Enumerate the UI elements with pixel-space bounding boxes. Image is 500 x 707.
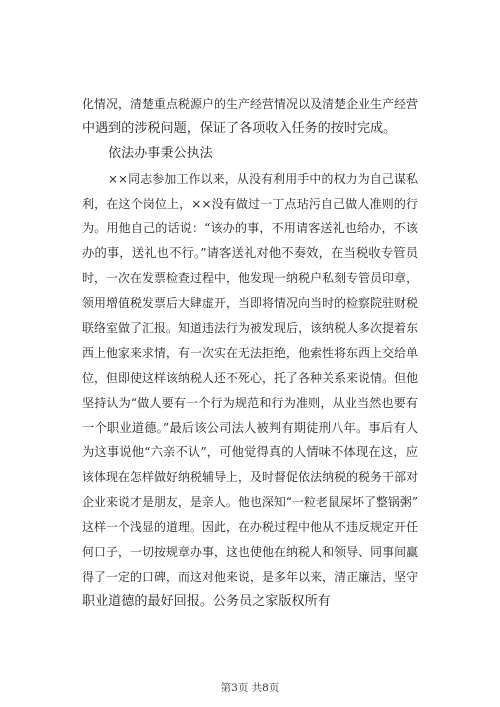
text-line: 领用增值税发票后大肆虚开，当即将情况向当时的检察院驻财税 bbox=[82, 296, 418, 311]
body-text bbox=[82, 92, 418, 615]
section-heading: 依法办事秉公执法 bbox=[108, 145, 213, 161]
text-line: 为。用他自己的话说：“该办的事，不用请客送礼也给办，不该 bbox=[82, 221, 418, 236]
text-line: 中遇到的涉税问题，保证了各项收入任务的按时完成。 bbox=[82, 120, 397, 136]
text-line: 利，在这个岗位上，××没有做过一丁点玷污自己做人准则的行 bbox=[82, 196, 418, 211]
text-line: 时，一次在发票检查过程中，他发现一纳税户私刻专管员印章， bbox=[82, 271, 418, 286]
text-line: 企业来说才是朋友，是亲人。他也深知“一粒老鼠屎坏了整锅粥” bbox=[82, 495, 418, 510]
text-line: 联络室做了汇报。知道违法行为被发现后，该纳税人多次提着东 bbox=[82, 321, 418, 336]
text-line: 位，但即使这样该纳税人还不死心，托了各种关系来说情。但他 bbox=[82, 370, 418, 385]
text-line: 坚持认为“做人要有一个行为规范和行为准则，从业当然也要有 bbox=[82, 395, 418, 410]
text-line: 西上他家来求情，有一次实在无法拒绝，他索性将东西上交给单 bbox=[82, 345, 418, 360]
text-line: 这样一个浅显的道理。因此，在办税过程中他从不违反规定开任 bbox=[82, 520, 418, 535]
text-line: 化情况，清楚重点税源户的生产经营情况以及清楚企业生产经营 bbox=[82, 97, 418, 111]
text-line: 为这事说他“六亲不认”，可他觉得真的人情味不体现在这，应 bbox=[82, 445, 418, 460]
text-line: ××同志参加工作以来，从没有利用手中的权力为自己谋私 bbox=[108, 171, 418, 186]
text-line: 得了一定的口碑，而这对他来说，是多年以来，清正廉洁，坚守 bbox=[82, 569, 418, 584]
text-line: 职业道德的最好回报。公务员之家版权所有 bbox=[82, 593, 331, 609]
page-footer: 第3页 共8页 bbox=[220, 682, 280, 694]
text-line: 办的事，送礼也不行。”请客送礼对他不奏效，在当税收专管员 bbox=[82, 246, 418, 261]
text-line: 何口子，一切按规章办事，这也使他在纳税人和领导、同事间赢 bbox=[82, 545, 418, 560]
text-line: 一个职业道德。”最后该公司法人被判有期徒刑八年。事后有人 bbox=[82, 420, 418, 435]
text-line: 该体现在怎样做好纳税辅导上，及时督促依法纳税的税务干部对 bbox=[82, 470, 418, 485]
